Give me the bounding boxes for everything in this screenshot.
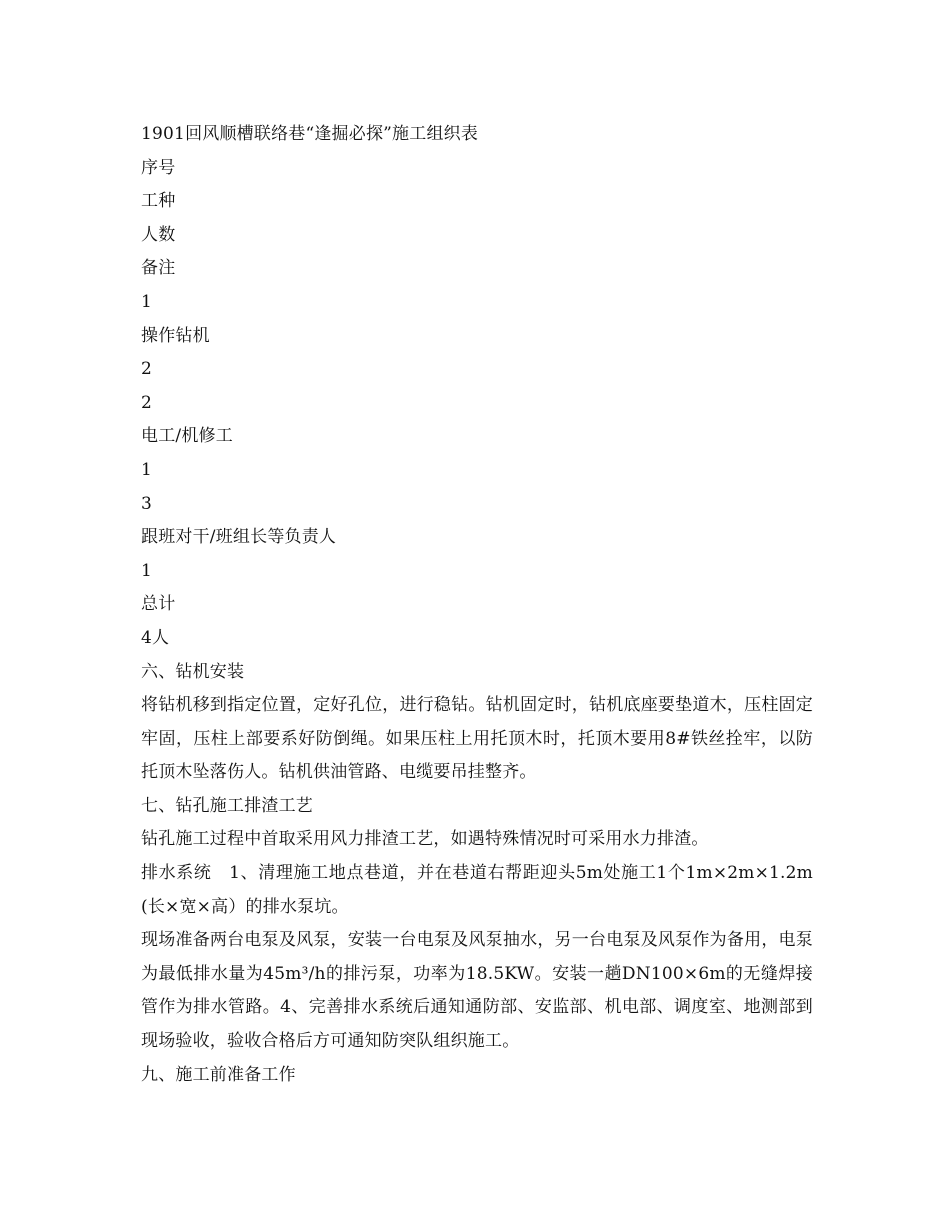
document-title: 1901回风顺槽联络巷“逢掘必探”施工组织表 <box>141 124 479 144</box>
section-paragraph: 将钻机移到指定位置，定好孔位，进行稳钻。钻机固定时，钻机底座要垫道木，压柱固定牢固，压柱上部要系好防倒绳。如果压柱上用托顶木时，托顶木要用8#铁丝拴牢，以防托顶木坠落伤人。钻机供油管路、电缆要吊挂整齐。 <box>141 695 813 783</box>
section-paragraph: 钻孔施工过程中首取采用风力排渣工艺，如遇特殊情况时可采用水力排渣。 <box>141 829 709 850</box>
table-cell: 跟班对干/班组长等负责人 <box>141 527 337 548</box>
table-cell: 2 <box>141 359 153 380</box>
construction-table <box>141 152 813 656</box>
drainage-body-paragraph: 现场准备两台电泵及风泵，安装一台电泵及风泵抽水，另一台电泵及风泵作为备用，电泵为最低排水量为45m³/h的排污泵，功率为18.5KW。安装一趟DN100×6m的无缝焊接管作为排水管路。4、完善排水系统后通知通防部、安监部、机电部、调度室、地测部到现场验收，验收合格后方可通知防突队组织施工。 <box>141 930 813 1052</box>
table-header-remark: 备注 <box>141 258 176 279</box>
table-cell: 1 <box>141 291 153 312</box>
table-header-count: 人数 <box>141 224 176 245</box>
table-total-value: 4人 <box>141 627 170 648</box>
section-heading: 七、钻孔施工排渣工艺 <box>141 795 313 816</box>
table-header-trade: 工种 <box>141 191 176 212</box>
section-heading: 六、钻机安装 <box>141 661 245 682</box>
drainage-intro-paragraph: 排水系统 1、清理施工地点巷道，并在巷道右帮距迎头5m处施工1个1m×2m×1.2m(长×宽×高）的排水泵坑。 <box>141 863 813 917</box>
table-cell: 1 <box>141 459 153 480</box>
table-cell: 3 <box>141 493 153 514</box>
document-page <box>141 118 813 1092</box>
table-cell: 2 <box>141 392 153 413</box>
table-total-label: 总计 <box>141 594 176 615</box>
section-heading: 九、施工前准备工作 <box>141 1064 296 1085</box>
table-cell: 电工/机修工 <box>141 426 233 447</box>
table-header-seq: 序号 <box>141 157 176 178</box>
table-cell: 1 <box>141 560 153 581</box>
table-cell: 操作钻机 <box>141 325 210 346</box>
